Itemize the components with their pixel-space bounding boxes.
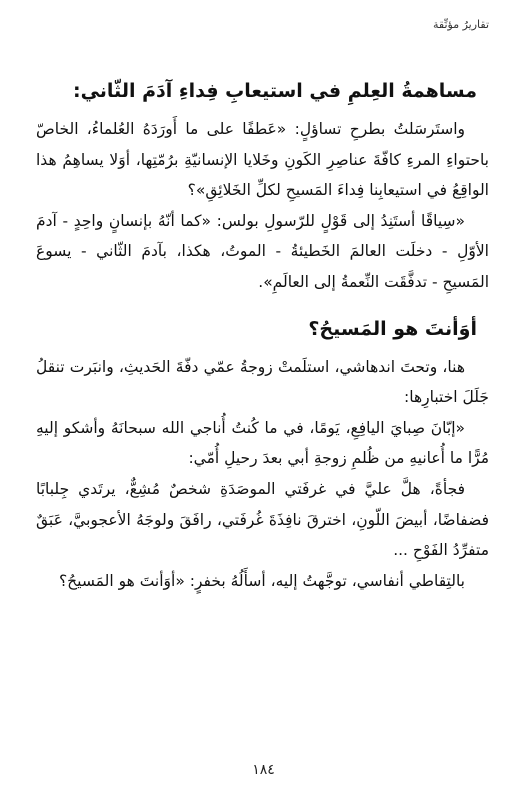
- paragraph: «سِياقًا أستَنِدُ إلى قَوْلٍ للرّسولِ بولس: «كما أنّهُ بإنسانٍ واحِدٍ - آدمَ الأوّلِ - دخلَت العالمَ الخَطيئةُ - الموتُ، هكذا، بآدمَ الثّاني - يسوعَ المَسيحِ - تدفَّقَت النِّعمةُ إلى العالَمِ».: [36, 211, 489, 291]
- paragraph: «إبّانَ صِبايَ اليافِعِ، يَومًا، في ما كُنتُ أُناجي الله سبحانَهُ وأشكو إليهِ مُرًّا ما أُعانيهِ من ظُلمِ زوجةِ أبي بعدَ رحيلِ أُمّي:: [36, 418, 489, 468]
- paragraph: واستَرسَلتُ بطرحِ تساؤلٍ: «عَطفًا على ما أَورَدَهُ العُلماءُ، الخاصّ باحتواءِ المرءِ كافّةَ عناصِرِ الكَونِ وخَلايا الإنسانيّةِ برُمّتِها، أوَلا يساهِمُ هذا الواقِعُ في استيعابِنا فِداءَ المَسيحِ لكلِّ الخَلائِقِ»؟: [36, 120, 489, 200]
- paragraph: فجأةً، هلَّ عليَّ في غرفَتي الموصَدَةِ شخصٌ مُشِعٌّ، يرتَدي جِلبابًا فضفاضًا، أبيضَ اللّونِ، اخترقَ نافِذَةَ غُرفَتي، رافَقَ ولوجَهُ الأعجوبيَّ، عَبَقٌ متفرِّدُ الفَوْحِ ...: [36, 479, 489, 560]
- running-header: تقاريرُ مؤنِّقة: [432, 18, 489, 31]
- section-heading: أوَأنتَ هو المَسيحُ؟: [308, 317, 477, 340]
- body-text: [36, 60, 489, 596]
- section-heading: مساهمةُ العِلمِ في استيعابِ فِداءِ آدَمَ الثّاني:: [72, 80, 477, 102]
- page-number: ١٨٤: [252, 762, 275, 778]
- paragraph: بالتِقاطي أنفاسي، توجَّهتُ إليه، أسأَلُهُ بخفرٍ: «أوَأنتَ هو المَسيحُ؟: [58, 571, 465, 590]
- paragraph: هنا، وتحتَ اندهاشي، استلَمتْ زوجةُ عمّي دفّةَ الحَديثِ، وانبَرت تنقلُ جَلَلَ اختبارِها:: [36, 357, 489, 407]
